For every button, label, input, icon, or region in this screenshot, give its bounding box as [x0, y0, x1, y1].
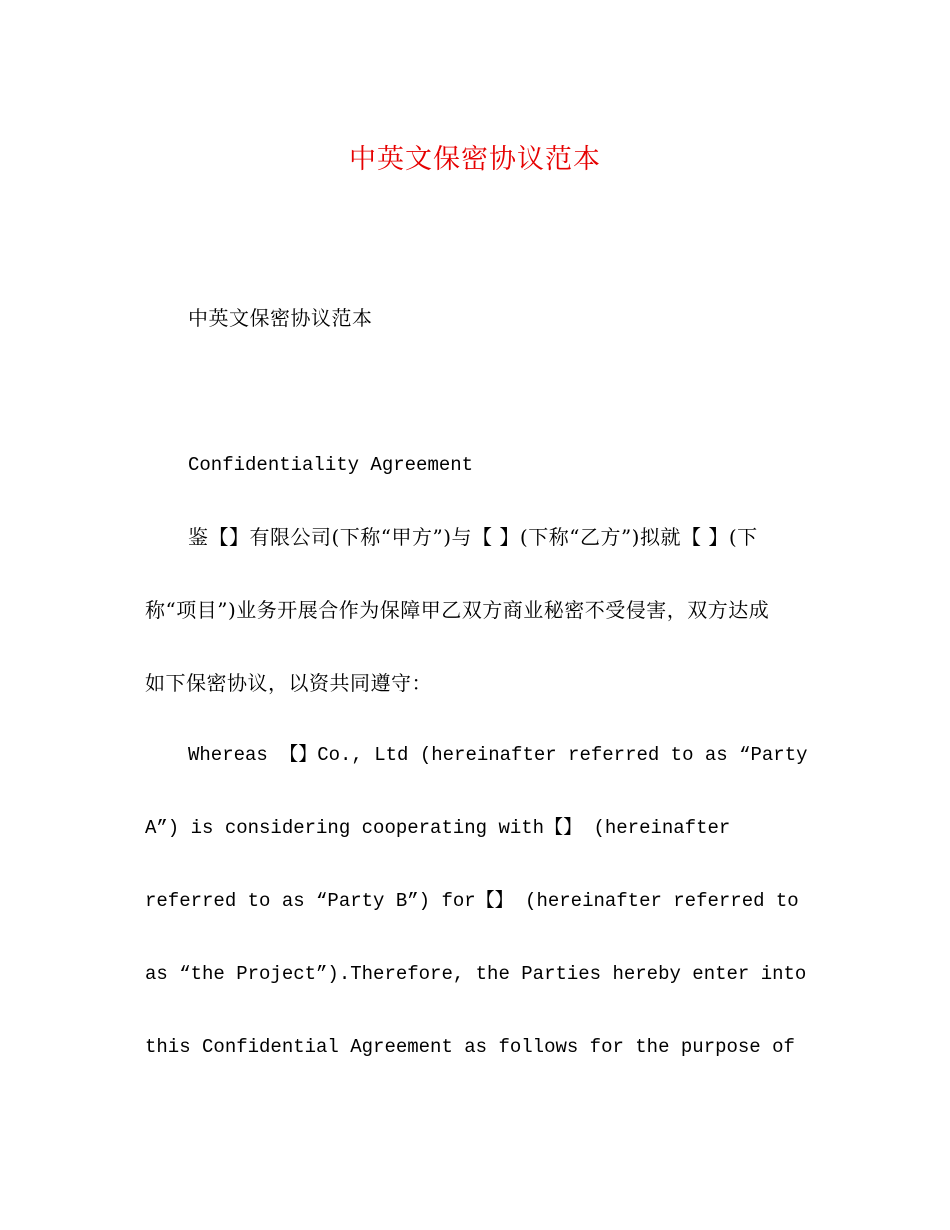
- paragraph-en-line-3: referred to as “Party B”) for【】 (hereinafter referred to: [145, 890, 799, 912]
- paragraph-en-line-1: Whereas 【】Co., Ltd (hereinafter referred to as “Party: [188, 744, 808, 766]
- paragraph-en-line-4: as “the Project”).Therefore, the Parties hereby enter into: [145, 963, 807, 985]
- subtitle-line: 中英文保密协议范本: [188, 306, 373, 330]
- document-title: 中英文保密协议范本: [349, 144, 601, 175]
- agreement-heading: Confidentiality Agreement: [188, 454, 474, 476]
- paragraph-en-line-5: this Confidential Agreement as follows for the purpose of: [145, 1036, 795, 1058]
- paragraph-cn-line-1: 鉴【】有限公司(下称“甲方”)与【 】(下称“乙方”)拟就【 】(下: [188, 525, 758, 549]
- paragraph-cn-line-2: 称“项目”)业务开展合作为保障甲乙双方商业秘密不受侵害，双方达成: [145, 598, 770, 622]
- paragraph-cn-line-3: 如下保密协议，以资共同遵守：: [145, 671, 432, 695]
- paragraph-en-line-2: A”) is considering cooperating with【】 (hereinafter: [145, 817, 731, 839]
